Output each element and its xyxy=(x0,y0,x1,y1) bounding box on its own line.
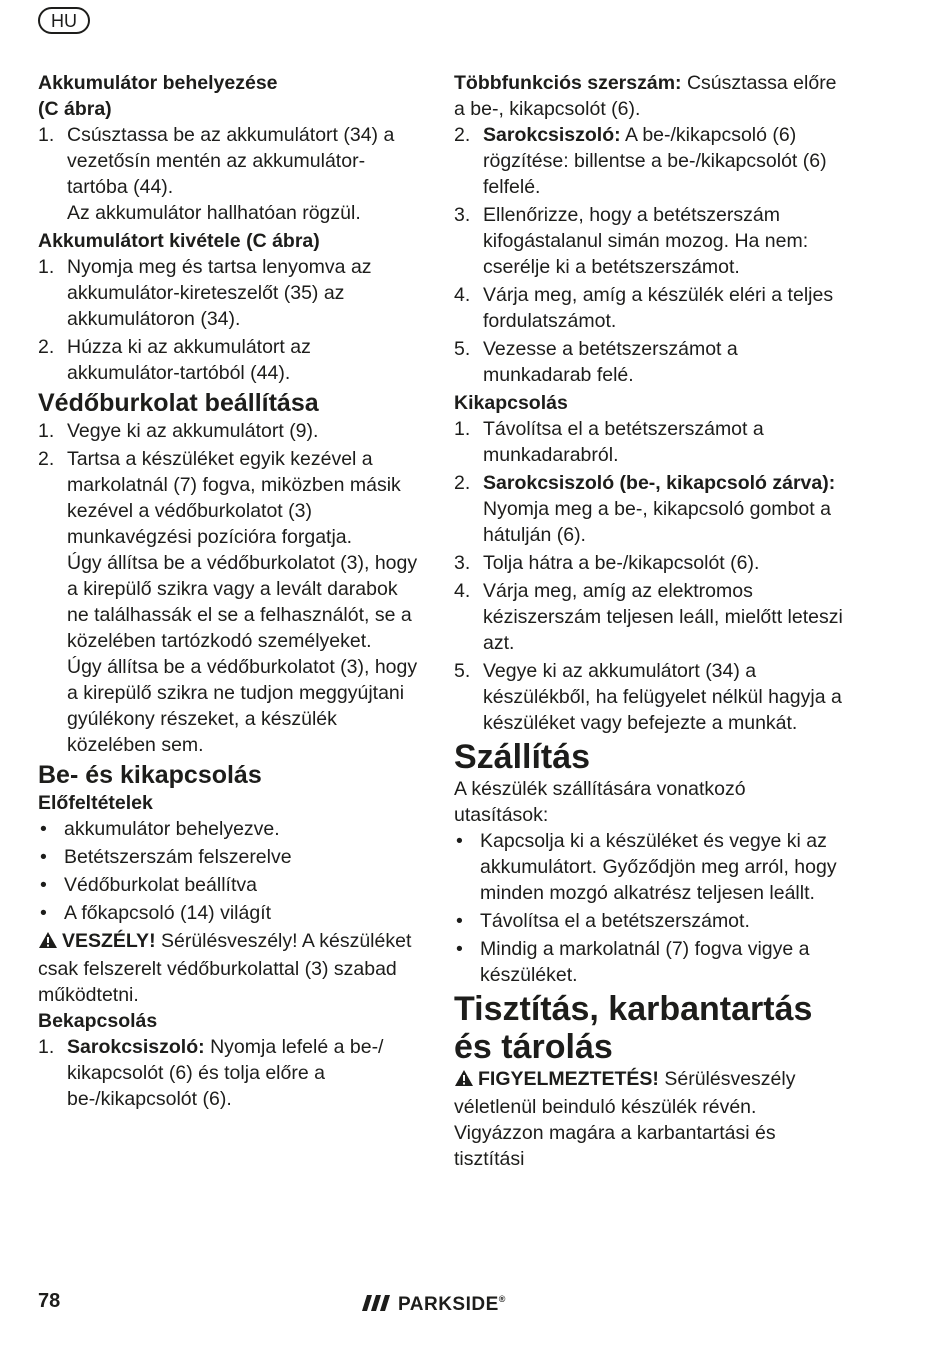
list-item: • Védőburkolat beállítva xyxy=(40,874,257,896)
remove-battery-title: Akkumulátort kivétele (C ábra) xyxy=(38,230,320,252)
switch-on-steps xyxy=(38,1034,423,1112)
guard-adjust-heading: Védőburkolat beállítása xyxy=(38,389,319,417)
language-badge-label: HU xyxy=(51,10,77,31)
remove-battery-steps xyxy=(38,254,423,386)
danger-note xyxy=(38,928,423,1008)
guard-adjust-steps xyxy=(38,418,423,758)
list-item: 2. Húzza ki az akkumulátort az akkumulátor-tartóból (44). xyxy=(38,336,311,384)
list-item: 3. Ellenőrizze, hogy a betétszerszám kifogástalanul simán mozog. Ha nem: cserélje ki a betétszerszámot. xyxy=(454,204,809,278)
list-item: 2. Sarokcsiszoló (be-, kikapcsoló zárva): Nyomja meg a be-, kikapcsoló gombot a hátulján (6). xyxy=(454,472,836,546)
list-item: 4. Várja meg, amíg a készülék eléri a teljes fordulatszámot. xyxy=(454,284,834,332)
list-item: • akkumulátor behelyezve. xyxy=(40,818,280,840)
list-item: • Kapcsolja ki a készüléket és vegye ki az akkumulátort. Győződjön meg arról, hogy minden mozgó alkatrész teljesen leállt. xyxy=(456,830,837,904)
switch-on-steps-cont xyxy=(454,122,844,388)
insert-battery-title: Akkumulátor behelyezése (C ábra) xyxy=(38,72,278,120)
list-item: • Távolítsa el a betétszerszámot. xyxy=(456,910,750,932)
list-item: 3. Tolja hátra a be-/kikapcsolót (6). xyxy=(454,552,760,574)
list-item: • Mindig a markolatnál (7) fogva vigye a készüléket. xyxy=(456,938,810,986)
parkside-stripes-icon xyxy=(362,1295,392,1316)
language-badge xyxy=(38,7,90,34)
list-item: 5. Vegye ki az akkumulátort (34) a készülékből, ha felügyelet nélkül hagyja a készüléket vagy befejezte a munkát. xyxy=(454,660,842,734)
transport-list xyxy=(454,828,844,988)
list-item: 1. Nyomja meg és tartsa lenyomva az akkumulátor-kireteszelőt (35) az akkumulátoron (34). xyxy=(38,256,372,330)
list-item: 1. Távolítsa el a betétszerszámot a munkadarabról. xyxy=(454,418,764,466)
list-item: 2. Sarokcsiszoló: A be-/kikapcsoló (6) rögzítése: billentse a be-/kikapcsolót (6) felfelé. xyxy=(454,124,827,198)
right-column xyxy=(454,70,844,1172)
list-item: 1. Sarokcsiszoló: Nyomja lefelé a be-/ kikapcsolót (6) és tolja előre a be-/kikapcsolót (6). xyxy=(38,1036,384,1110)
brand-logo xyxy=(362,1294,506,1316)
list-item: 5. Vezesse a betétszerszámot a munkadarab felé. xyxy=(454,338,738,386)
warning-note xyxy=(454,1066,844,1172)
page-number: 78 xyxy=(38,1290,61,1312)
list-item: 1. Vegye ki az akkumulátort (9). xyxy=(38,420,319,442)
list-item: 1. Csúsztassa be az akkumulátort (34) a vezetősín mentén az akkumulátor-tartóba (44). Az akkumulátor hallhatóan rögzül. xyxy=(38,124,395,224)
list-item: • A főkapcsoló (14) világít xyxy=(40,902,272,924)
list-item: 2. Tartsa a készüléket egyik kezével a markolatnál (7) fogva, miközben másik kezével a védőburkolatot (3) munkavégzési pozícióra forgatja. Úgy állítsa be a védőburkolatot (3), hogy a kirepülő szikra vagy a levált darabok ne találhassák el se a felhasználót, se a közelében tartózkodó személyeket. Úgy állítsa be a védőburkolatot (3), hogy a kirepülő szikra ne tudjon meggyújtani gyúlékony részeket, a készülék közelében sem. xyxy=(38,448,418,756)
brand-name: PARKSIDE® xyxy=(398,1294,506,1315)
switch-on-title: Bekapcsolás xyxy=(38,1010,158,1032)
warning-text: Sérülésveszély véletlenül beinduló készülék révén. Vigyázzon magára a karbantartási és tisztítási xyxy=(454,1068,796,1170)
prerequisites-title: Előfeltételek xyxy=(38,792,153,814)
left-column xyxy=(38,70,423,1114)
warning-triangle-icon xyxy=(38,930,58,956)
insert-battery-steps xyxy=(38,122,423,226)
transport-intro: A készülék szállítására vonatkozó utasítások: xyxy=(454,778,746,826)
danger-text: Sérülésveszély! A készüléket csak felszerelt védőburkolattal (3) szabad működtetni. xyxy=(38,930,412,1006)
switch-off-steps xyxy=(454,416,844,736)
multitool-step: Többfunkciós szerszám: Csúsztassa előre a be-, kikapcsolót (6). xyxy=(454,72,837,120)
warning-triangle-icon xyxy=(454,1068,474,1094)
on-off-heading: Be- és kikapcsolás xyxy=(38,761,262,789)
danger-label: VESZÉLY! xyxy=(62,930,156,952)
warning-label: FIGYELMEZTETÉS! xyxy=(478,1068,659,1090)
prerequisites-list xyxy=(38,816,423,926)
transport-heading: Szállítás xyxy=(454,738,591,776)
list-item: • Betétszerszám felszerelve xyxy=(40,846,292,868)
cleaning-heading: Tisztítás, karbantartás és tárolás xyxy=(454,990,813,1066)
switch-off-title: Kikapcsolás xyxy=(454,392,568,414)
list-item: 4. Várja meg, amíg az elektromos kéziszerszám teljesen leáll, mielőtt leteszi azt. xyxy=(454,580,843,654)
